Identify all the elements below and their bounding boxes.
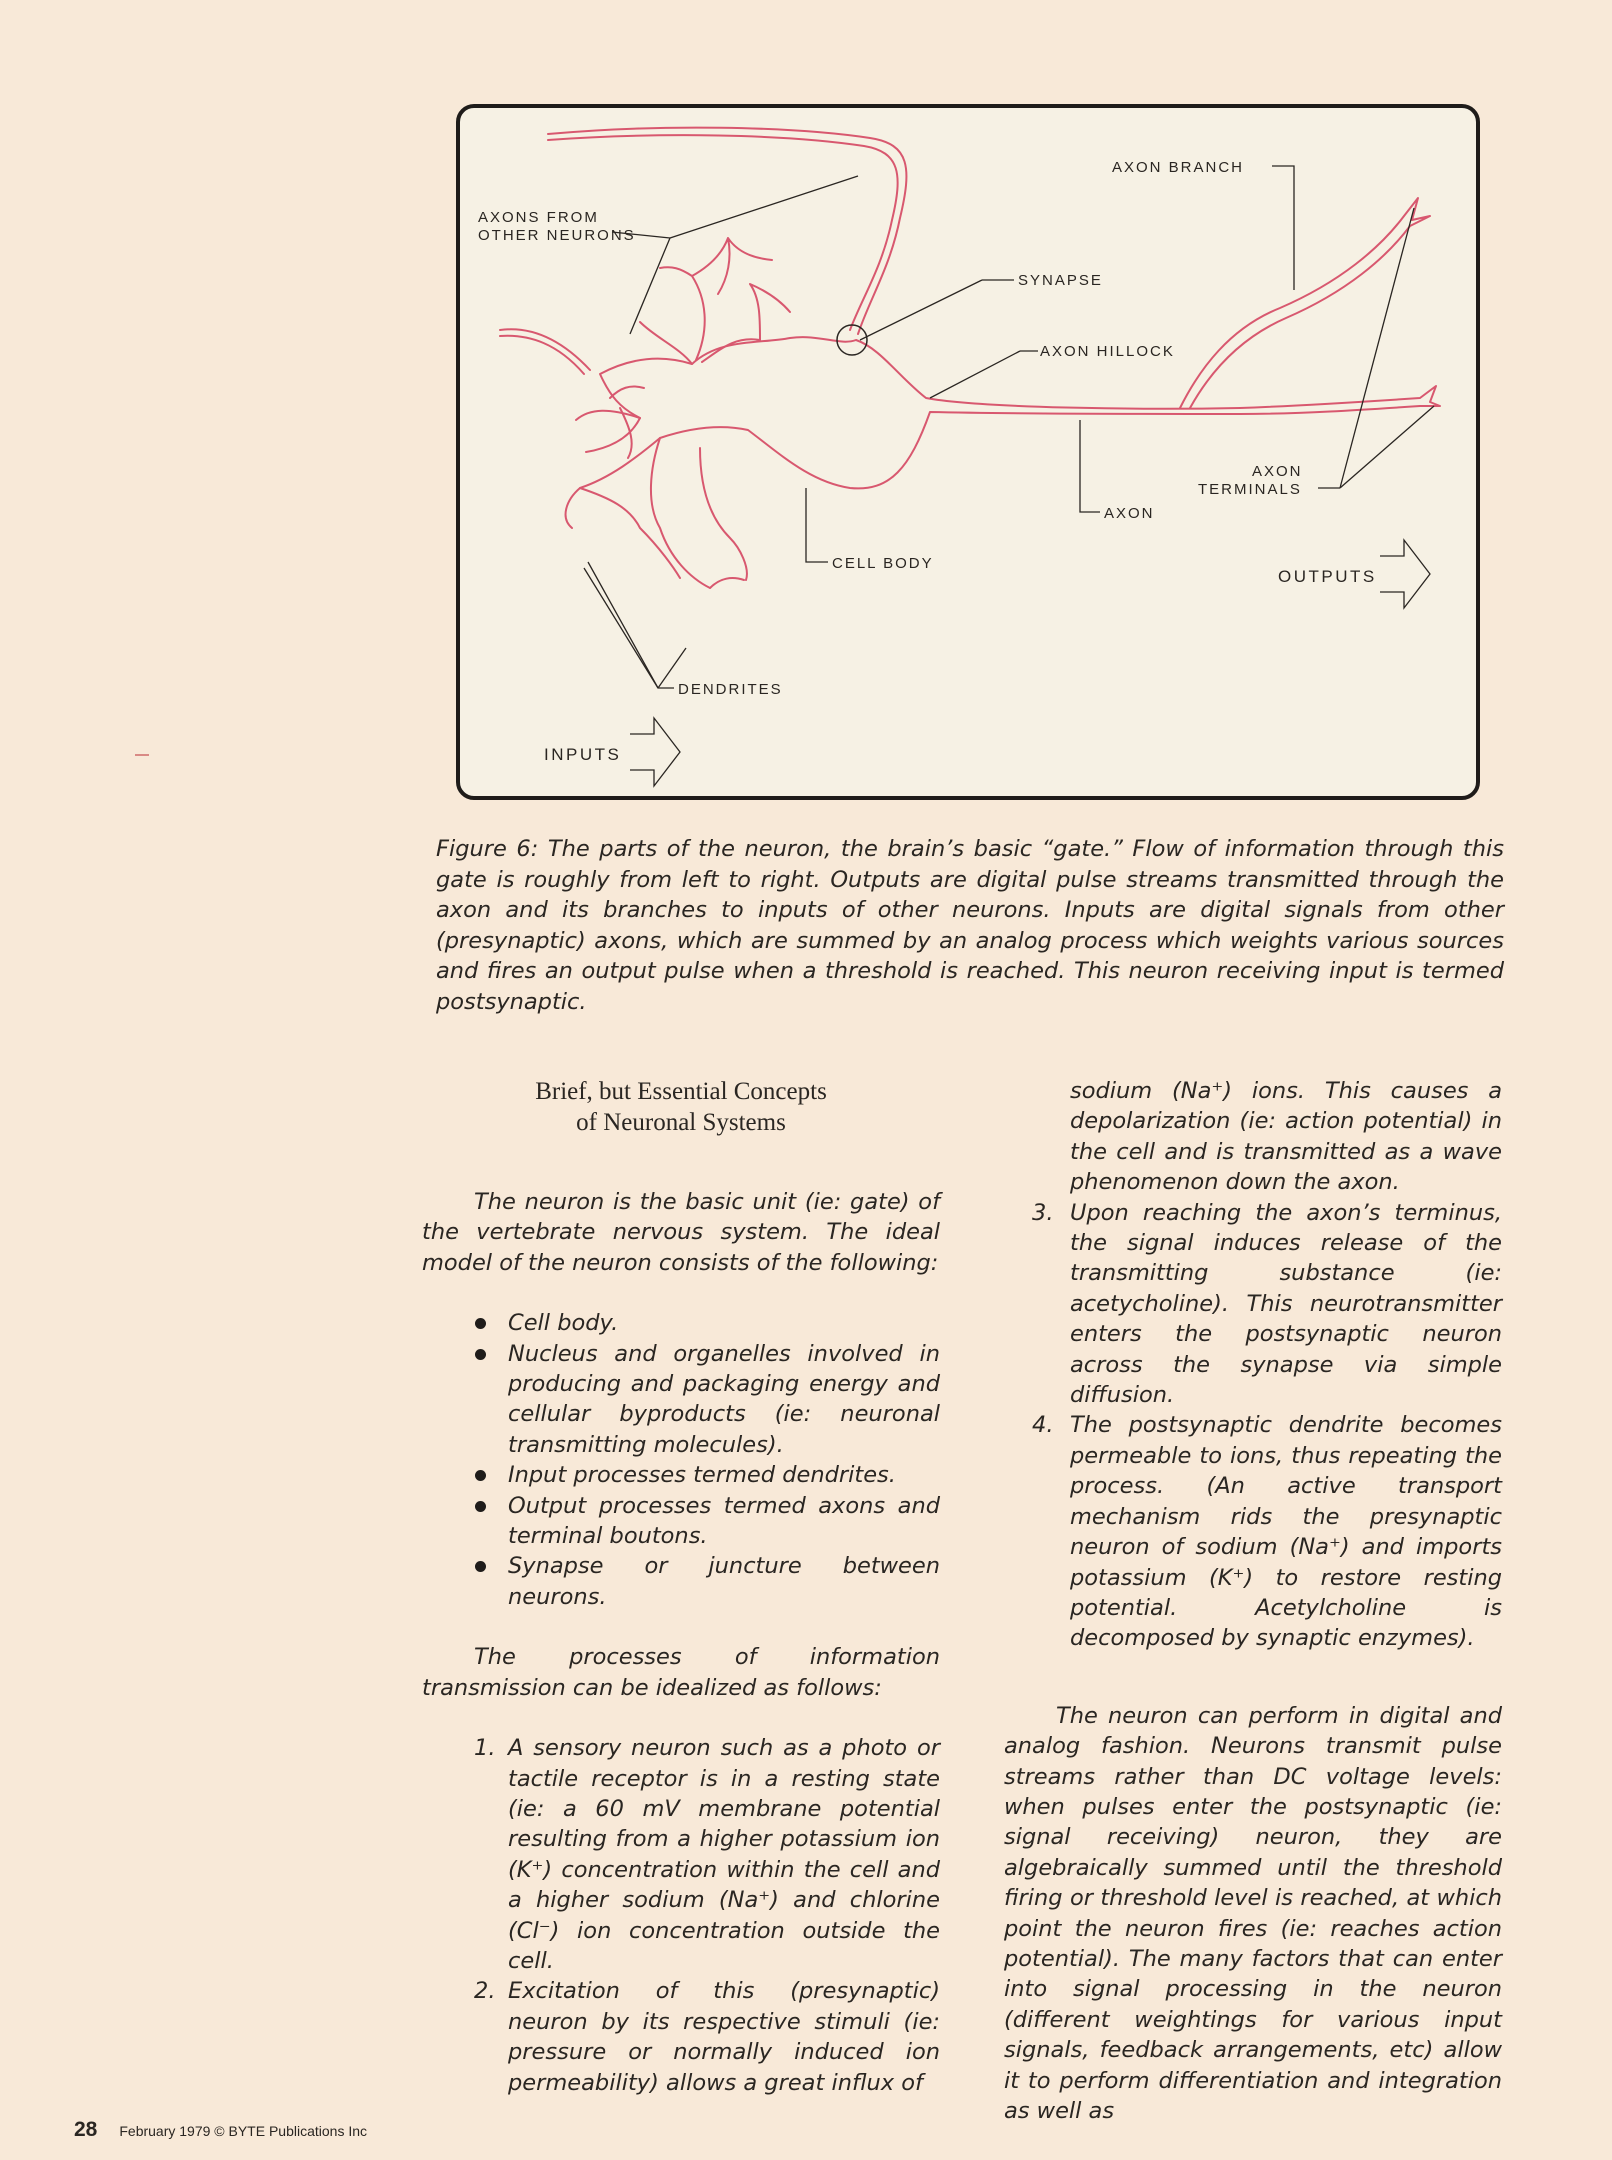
label-axon-terminals-1: AXON bbox=[1252, 463, 1303, 480]
leader-terminals-2 bbox=[1340, 208, 1414, 488]
leader-dendrites-2 bbox=[584, 568, 658, 688]
label-synapse: SYNAPSE bbox=[1018, 272, 1103, 289]
page-footer bbox=[74, 2118, 367, 2142]
intro-paragraph: The neuron is the basic unit (ie: gate) of the vertebrate nervous system. The ideal model of the neuron consists of the following: bbox=[422, 1189, 940, 1276]
list-item: Input processes termed dendrites. bbox=[422, 1460, 940, 1490]
step-item bbox=[422, 1976, 940, 2098]
label-axon-hillock: AXON HILLOCK bbox=[1040, 343, 1175, 360]
leader-axon bbox=[1080, 420, 1100, 512]
label-other-neurons: OTHER NEURONS bbox=[478, 227, 636, 244]
section-heading bbox=[422, 1076, 940, 1138]
step-item-continued bbox=[1004, 1076, 1502, 1198]
label-cell-body: CELL BODY bbox=[832, 555, 934, 572]
step-item bbox=[422, 1733, 940, 1976]
label-inputs: INPUTS bbox=[544, 745, 622, 764]
axon-branch bbox=[1180, 198, 1430, 408]
concept-list bbox=[422, 1308, 940, 1612]
publication-line: February 1979 © BYTE Publications Inc bbox=[119, 2123, 368, 2139]
step-item bbox=[1004, 1410, 1502, 1653]
stray-mark bbox=[135, 754, 149, 756]
leader-synapse-1 bbox=[860, 280, 982, 340]
step-text: The postsynaptic dendrite becomes permeable to ions, thus repeating the process. (An active transport mechanism rids the presynaptic neuron of sodium (Na⁺) and imports potassium (K⁺) to restore resting potential. Acetylcholine is decomposed by synaptic enzymes). bbox=[1070, 1412, 1502, 1652]
label-dendrites: DENDRITES bbox=[678, 681, 783, 698]
synapse-circle bbox=[837, 325, 867, 355]
step-text: Upon reaching the axon’s terminus, the signal induces release of the transmitting substance (ie: acetycholine). This neurotransmitter enters the postsynaptic neuron across the synapse via simple diffusion. bbox=[1070, 1199, 1502, 1409]
leader-axons-1 bbox=[670, 176, 858, 238]
column-left bbox=[422, 1076, 940, 2098]
step-text: Excitation of this (presynaptic) neuron by its respective stimuli (ie: pressure or normally induced ion permeability) allows a great influx of bbox=[508, 1978, 940, 2096]
label-axon-branch: AXON BRANCH bbox=[1112, 159, 1245, 176]
axon-terminal bbox=[1240, 386, 1440, 414]
section-heading-line-2: of Neuronal Systems bbox=[576, 1109, 786, 1136]
neuron-diagram bbox=[460, 108, 1476, 796]
step-item bbox=[1004, 1198, 1502, 1411]
closing-paragraph: The neuron can perform in digital and analog fashion. Neurons transmit pulse streams rather than DC voltage levels: when pulses enter the postsynaptic (ie: signal receiving) neuron, they are algebraically summed until the threshold firing or threshold level is reached, at which point the neuron fires (ie: reaches action potential). The many factors that can enter into signal processing in the neuron (different weightings for various input signals, feedback arrangements, etc) allow it to perform differentiation and integration as well as bbox=[1004, 1702, 1502, 2124]
leader-terminals-3 bbox=[1340, 406, 1434, 488]
leader-hillock-1 bbox=[930, 351, 1020, 398]
leader-cell-body bbox=[806, 488, 828, 562]
figure-caption: Figure 6: The parts of the neuron, the brain’s basic “gate.” Flow of information through this gate is roughly from left to right. Outputs are digital pulse streams transmitted through the axon and its branches to inputs of other neurons. Inputs are digital signals from other (presynaptic) axons, which are summed by an analog process which weights various sources and fires an output pulse when a threshold is reached. This neuron receiving input is termed postsynaptic. bbox=[436, 836, 1504, 1015]
outputs-arrow bbox=[1380, 540, 1430, 608]
leader-dendrites-1 bbox=[588, 562, 674, 688]
label-axon: AXON bbox=[1104, 505, 1155, 522]
label-axon-terminals-2: TERMINALS bbox=[1198, 481, 1302, 498]
label-outputs: OUTPUTS bbox=[1278, 567, 1377, 586]
incoming-axon-left bbox=[500, 329, 590, 374]
step-number: 1. bbox=[474, 1735, 496, 1762]
process-steps-continued bbox=[1004, 1076, 1502, 1654]
step-number: 3. bbox=[1032, 1199, 1054, 1226]
processes-intro: The processes of information transmission can be idealized as follows: bbox=[422, 1644, 940, 1701]
label-axons-from: AXONS FROM bbox=[478, 209, 599, 226]
section-heading-line-1: Brief, but Essential Concepts bbox=[535, 1078, 827, 1105]
leader-axon-branch bbox=[1272, 166, 1294, 290]
dendrite-lower-left bbox=[566, 411, 747, 588]
step-number: 4. bbox=[1032, 1412, 1054, 1439]
list-item: Cell body. bbox=[422, 1308, 940, 1338]
neuron-figure bbox=[456, 104, 1480, 800]
step-number: 2. bbox=[474, 1978, 496, 2005]
leader-axons-2 bbox=[630, 238, 670, 334]
list-item: Nucleus and organelles involved in producing and packaging energy and cellular byproducts (ie: neuronal transmitting molecules). bbox=[422, 1339, 940, 1461]
column-right bbox=[1004, 1076, 1502, 2126]
page-number: 28 bbox=[74, 2118, 98, 2141]
step-text: sodium (Na⁺) ions. This causes a depolarization (ie: action potential) in the cell and is transmitted as a wave phenomenon down the axon. bbox=[1070, 1078, 1502, 1196]
inputs-arrow bbox=[630, 718, 680, 786]
step-text: A sensory neuron such as a photo or tactile receptor is in a resting state (ie: a 60 mV membrane potential resulting from a higher potassium ion (K⁺) concentration within the cell and a higher sodium (Na⁺) and chlorine (Cl⁻) ion concentration outside the cell. bbox=[508, 1735, 940, 1974]
list-item: Output processes termed axons and terminal boutons. bbox=[422, 1491, 940, 1552]
process-steps bbox=[422, 1733, 940, 2098]
list-item: Synapse or juncture between neurons. bbox=[422, 1551, 940, 1612]
